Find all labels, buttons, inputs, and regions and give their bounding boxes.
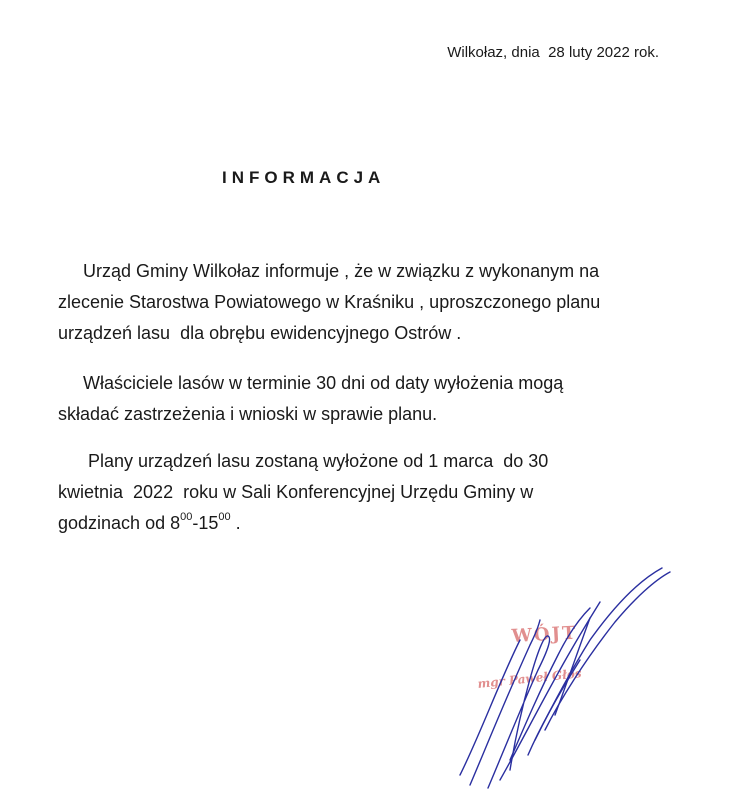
line-end: . [230,513,241,533]
signature-and-stamp [440,560,700,800]
paragraph-line: składać zastrzeżenia i wnioski w sprawie planu. [58,404,438,424]
paragraph-line [58,261,83,281]
paragraph-owners [58,368,698,430]
time-start-superscript: 00 [180,511,193,523]
paragraph-line: Właściciele lasów w terminie 30 dni od daty wyłożenia mogą [83,373,564,393]
document-title: INFORMACJA [222,168,386,187]
time-dash: -15 [192,513,219,533]
document-date: Wilkołaz, dnia 28 luty 2022 rok. [447,44,659,61]
paragraph-display-dates [58,446,698,539]
stamp-role-text: WÓJT [511,622,578,647]
paragraph-line: godzinach od 8 [58,513,181,533]
paragraph-line: urządzeń lasu dla obrębu ewidencyjnego Ostrów . [58,323,462,343]
paragraph-line: Plany urządzeń lasu zostaną wyłożone od 1 marca do 30 [88,451,549,471]
paragraph-announcement [58,256,698,349]
stamp-name-text: mgr Paweł Głos [476,666,583,691]
paragraph-line: kwietnia 2022 roku w Sali Konferencyjnej Urzędu Gminy w [58,482,534,502]
paragraph-line: zlecenie Starostwa Powiatowego w Kraśniku , uproszczonego planu [58,292,601,312]
paragraph-line: Urząd Gminy Wilkołaz informuje , że w związku z wykonanym na [83,261,600,281]
time-end-superscript: 00 [218,511,231,523]
